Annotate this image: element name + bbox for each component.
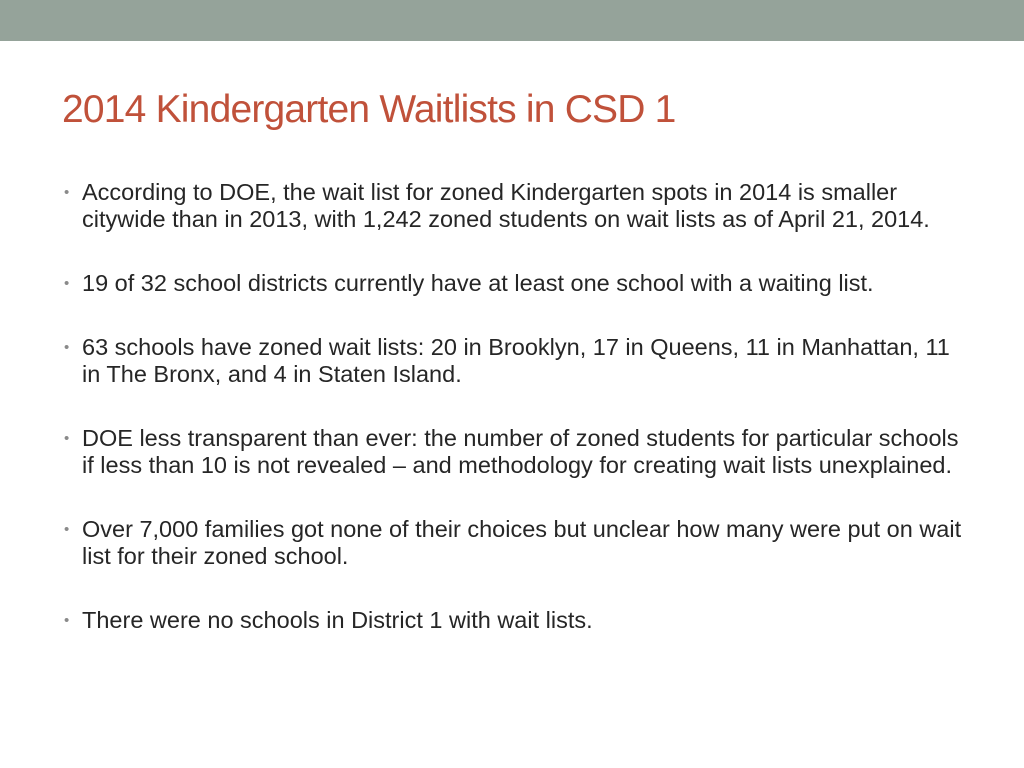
bullet-item — [62, 607, 967, 634]
bullet-item — [62, 425, 967, 479]
bullet-text: 19 of 32 school districts currently have at least one school with a waiting list. — [82, 270, 874, 296]
slide-title: 2014 Kindergarten Waitlists in CSD 1 — [62, 88, 676, 131]
bullet-item — [62, 334, 967, 388]
bullet-text: 63 schools have zoned wait lists: 20 in Brooklyn, 17 in Queens, 11 in Manhattan, 11 in The Bronx, and 4 in Staten Island. — [82, 334, 950, 387]
bullet-list — [62, 179, 967, 671]
bullet-text: Over 7,000 families got none of their choices but unclear how many were put on wait list for their zoned school. — [82, 516, 962, 569]
bullet-icon: • — [64, 275, 70, 292]
bullet-icon: • — [64, 184, 70, 201]
bullet-item — [62, 516, 967, 570]
bullet-icon: • — [64, 521, 70, 538]
bullet-text: According to DOE, the wait list for zoned Kindergarten spots in 2014 is smaller citywide than in 2013, with 1,242 zoned students on wait lists as of April 21, 2014. — [82, 179, 930, 232]
bullet-icon: • — [64, 612, 70, 629]
top-accent-bar — [0, 0, 1024, 41]
bullet-item — [62, 179, 967, 233]
bullet-item — [62, 270, 967, 297]
bullet-text: There were no schools in District 1 with wait lists. — [82, 607, 593, 633]
bullet-text: DOE less transparent than ever: the number of zoned students for particular schools if less than 10 is not revealed – and methodology for creating wait lists unexplained. — [82, 425, 959, 478]
bullet-icon: • — [64, 430, 70, 447]
bullet-icon: • — [64, 339, 70, 356]
